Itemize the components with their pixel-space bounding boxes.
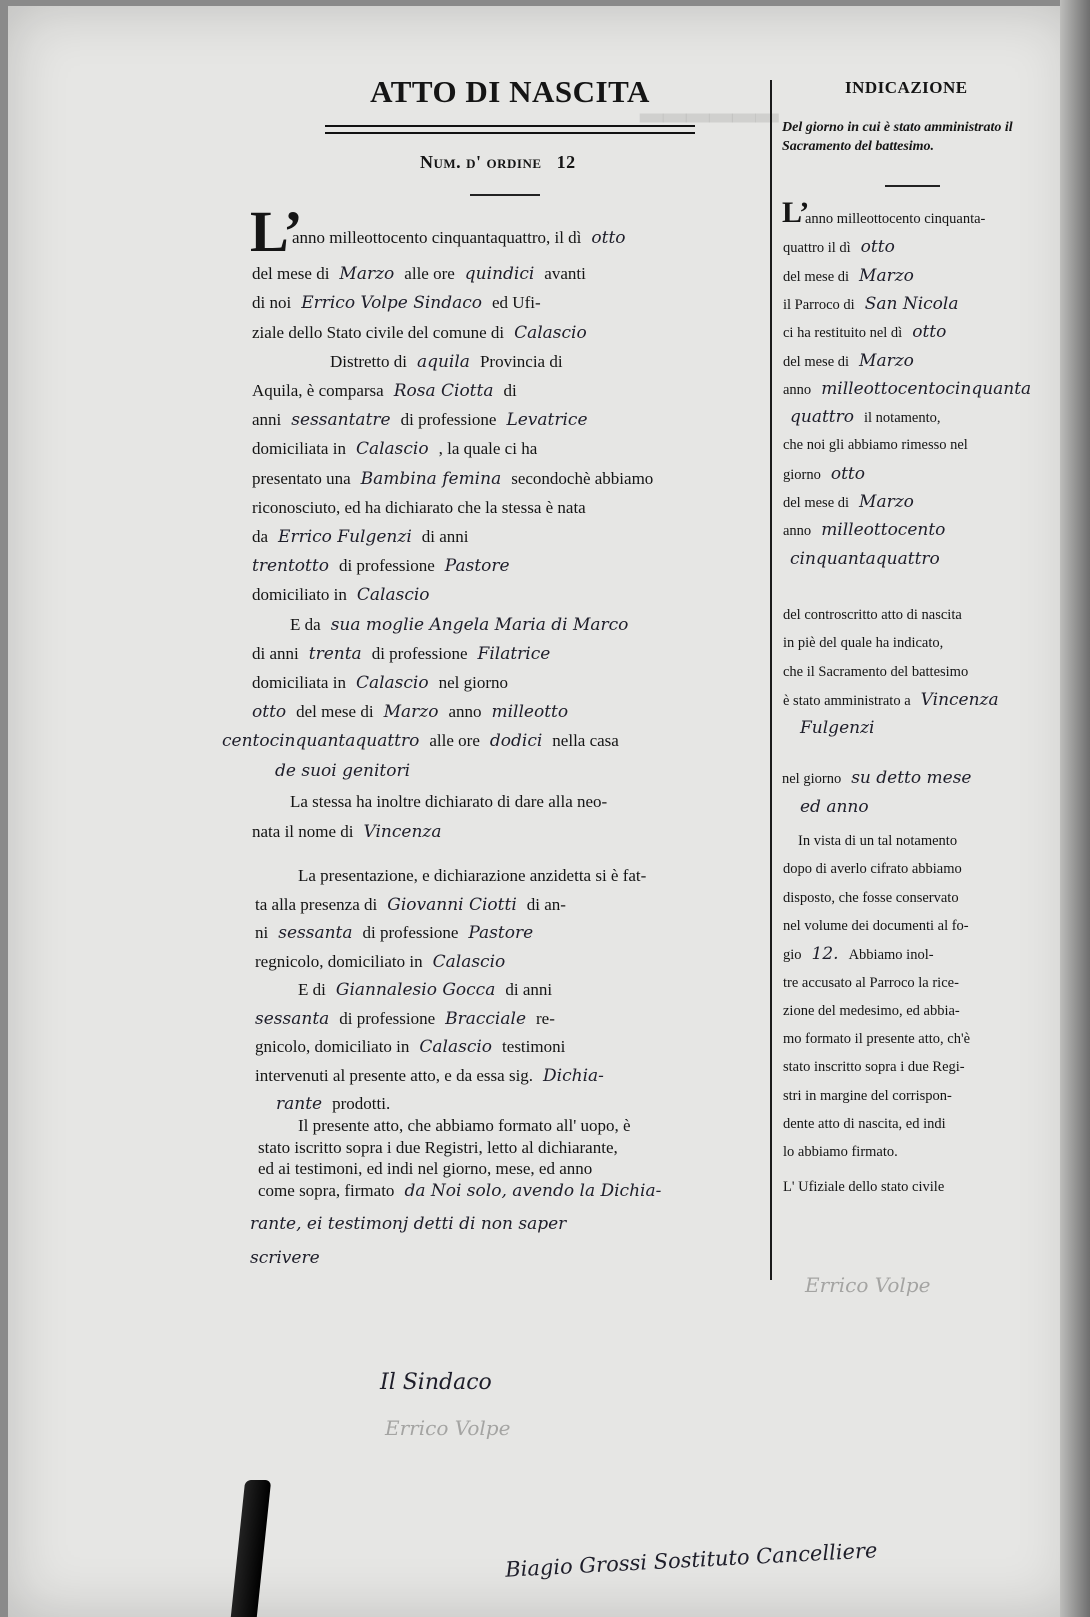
handwritten-entry: Fulgenzi [800, 718, 875, 739]
printed-text: zione del medesimo, ed abbia- [783, 1002, 960, 1019]
record-line [222, 731, 629, 751]
handwritten-entry: Marzo [339, 264, 395, 285]
handwritten-entry: Marzo [859, 265, 914, 286]
handwritten-entry: su detto mese [851, 768, 972, 789]
bottom-signature: Biagio Grossi Sostituto Cancelliere [504, 1538, 878, 1582]
printed-text: di professione [400, 410, 497, 430]
printed-text: domiciliato in [252, 585, 347, 605]
printed-text: domiciliata in [252, 439, 346, 459]
handwritten-entry: centocinquantaquattro [222, 731, 420, 752]
printed-text: ziale dello Stato civile del comune di [252, 322, 505, 342]
handwritten-entry: Giovanni Ciotti [387, 894, 517, 915]
sidebar-line [783, 323, 956, 342]
printed-text: nel giorno [782, 771, 842, 788]
printed-text: gnicolo, domiciliato in [255, 1037, 410, 1056]
witness-line [298, 866, 656, 886]
printed-text: ta alla presenza di [255, 894, 378, 914]
sidebar-line [800, 719, 884, 738]
record-line [290, 615, 638, 635]
closing-line [298, 1116, 641, 1136]
handwritten-entry: de suoi genitori [275, 760, 411, 781]
handwritten-entry: sua moglie Angela Maria di Marco [330, 614, 629, 635]
sidebar-line [783, 1030, 980, 1048]
printed-text: In vista di un tal notamento [798, 833, 958, 849]
printed-text: anno milleottocento cinquantaquattro, il dì [292, 228, 582, 247]
printed-text: nel giorno [438, 673, 508, 692]
handwritten-entry: otto [252, 702, 287, 723]
printed-text: Aquila, è comparsa [252, 381, 384, 400]
closing-line [250, 1248, 330, 1268]
printed-text: anno milleottocento cinquanta- [805, 211, 986, 227]
printed-text: di [503, 381, 517, 400]
order-number-value: 12 [556, 152, 576, 172]
witness-line [255, 1037, 575, 1057]
printed-text: disposto, che fosse conservato [783, 889, 959, 906]
sidebar-line [800, 798, 879, 817]
printed-text: anni [252, 410, 282, 430]
printed-text: ed ai testimoni, ed indi nel giorno, mese, ed anno [258, 1159, 593, 1178]
sidebar-line [782, 769, 982, 788]
handwritten-entry: otto [591, 228, 626, 248]
record-line [252, 585, 440, 605]
document-title: ATTO DI NASCITA [370, 74, 650, 109]
handwritten-entry: Calascio [419, 1037, 493, 1057]
sidebar-line [783, 1087, 962, 1105]
title-double-rule [325, 125, 695, 134]
printed-text: di professione [339, 1008, 436, 1028]
handwritten-entry: trenta [308, 643, 362, 664]
sidebar-line [783, 295, 968, 314]
handwritten-entry: otto [912, 322, 947, 343]
printed-text: quattro il dì [783, 240, 851, 257]
handwritten-entry: Errico Fulgenzi [278, 527, 412, 547]
printed-text: Abbiamo inol- [848, 947, 934, 964]
record-line [252, 469, 663, 489]
witness-line [255, 923, 543, 943]
handwritten-entry: sessantatre [291, 410, 391, 431]
sidebar-line [783, 1143, 908, 1161]
printed-text: nata il nome di [252, 822, 354, 841]
handwritten-entry: trentotto [252, 556, 329, 577]
sidebar-line [783, 663, 978, 681]
printed-text: di professione [371, 643, 468, 663]
handwritten-entry: Calascio [432, 951, 506, 972]
handwritten-entry: Rosa Ciotta [393, 381, 494, 401]
handwritten-entry: Calascio [355, 673, 429, 693]
handwritten-entry: Marzo [859, 492, 914, 512]
printed-text: che noi gli abbiamo rimesso nel [783, 437, 968, 454]
handwritten-entry: Bambina femina [360, 468, 502, 489]
printed-text: tre accusato al Parroco la rice- [783, 974, 959, 991]
handwritten-entry: Pastore [444, 556, 510, 577]
handwritten-entry: rante [276, 1094, 323, 1114]
record-line [252, 556, 520, 576]
handwritten-entry: da Noi solo, avendo la Dichia- [404, 1180, 662, 1201]
printed-text: regnicolo, domiciliato in [255, 951, 423, 971]
handwritten-entry: quindici [464, 264, 535, 285]
handwritten-entry: Vincenza [363, 822, 442, 842]
handwritten-entry: Giannalesio Gocca [335, 980, 496, 1000]
record-line [252, 293, 551, 313]
witness-line [255, 895, 576, 915]
printed-text: anno [783, 381, 812, 398]
handwritten-entry: Filatrice [477, 643, 551, 664]
handwritten-entry: scrivere [250, 1247, 320, 1268]
number-rule [470, 194, 540, 196]
sidebar-line [783, 436, 978, 454]
record-line [290, 792, 617, 812]
record-line [252, 439, 547, 459]
printed-text: di professione [338, 556, 435, 576]
sidebar-line [783, 860, 972, 878]
handwritten-entry: otto [860, 237, 895, 258]
printed-text: di an- [526, 894, 566, 914]
printed-text: La presentazione, e dichiarazione anzidetta si è fat- [298, 866, 647, 885]
handwritten-entry: milleottocentocinquanta [821, 378, 1032, 399]
handwritten-entry: milleotto [491, 702, 569, 723]
handwritten-entry: milleottocento [821, 520, 946, 541]
handwritten-entry: Calascio [514, 322, 587, 343]
printed-text: di anni [421, 527, 469, 546]
sidebar-line [783, 1002, 970, 1020]
closing-line [258, 1181, 671, 1201]
printed-text: di anni [252, 643, 299, 663]
handwritten-entry: sessanta [278, 923, 353, 943]
sidebar-signature: Errico Volpe [805, 1273, 931, 1297]
sidebar-line [783, 238, 905, 257]
sidebar-line [783, 465, 875, 484]
printed-text: del mese di [252, 264, 330, 284]
record-line [275, 761, 420, 781]
record-line [252, 822, 452, 842]
record-line [252, 264, 596, 284]
printed-text: ni [255, 923, 269, 942]
witness-line [255, 952, 515, 972]
printed-text: anno [783, 523, 812, 540]
printed-text: L' Ufiziale dello stato civile [783, 1178, 945, 1195]
printed-text: è stato amministrato a [783, 692, 911, 709]
printed-text: che il Sacramento del battesimo [783, 663, 969, 680]
printed-text: di noi [252, 293, 292, 313]
record-line [252, 673, 518, 693]
handwritten-entry: Vincenza [920, 689, 999, 710]
record-line [252, 702, 578, 722]
printed-text: lo abbiamo firmato. [783, 1144, 898, 1161]
printed-text: domiciliata in [252, 673, 346, 692]
printed-text: testimoni [502, 1037, 566, 1056]
printed-text: dopo di averlo cifrato abbiamo [783, 861, 962, 878]
record-line [252, 381, 527, 401]
sidebar-title: INDICAZIONE [845, 78, 968, 97]
record-line [252, 644, 560, 664]
printed-text: Distretto di [330, 351, 407, 371]
sidebar-subtitle: Del giorno in cui è stato amministrato il Sacramento del battesimo. [782, 120, 1013, 154]
sidebar-line [783, 889, 969, 907]
page-fold-shadow [1060, 0, 1090, 1617]
printed-text: giorno [783, 466, 821, 483]
handwritten-entry: rante, ei testimonj detti di non saper [250, 1214, 567, 1234]
printed-text: intervenuti al presente atto, e da essa sig. [255, 1065, 534, 1085]
sidebar-line [798, 832, 967, 850]
handwritten-entry: quattro [790, 407, 854, 428]
sidebar-line [790, 408, 951, 427]
printed-text: del controscritto atto di nascita [783, 606, 962, 623]
sidebar-line [783, 945, 944, 964]
handwritten-entry: ed anno [800, 796, 869, 817]
printed-text: del mese di [783, 353, 850, 370]
record-line [252, 498, 596, 518]
closing-line [258, 1159, 602, 1179]
printed-text: E di [298, 980, 326, 999]
sidebar-drop-cap-l: L’ [782, 196, 810, 229]
printed-text: mo formato il presente atto, ch'è [783, 1031, 971, 1048]
handwritten-entry: Marzo [383, 702, 439, 723]
printed-text: alle ore [404, 264, 455, 284]
printed-text: gio [783, 947, 802, 964]
sidebar-line [783, 1115, 956, 1133]
drop-cap-l: L’ [250, 199, 303, 264]
printed-text: del mese di [783, 495, 850, 511]
handwritten-entry: otto [830, 463, 865, 484]
sidebar-line [783, 917, 979, 935]
sindaco-signature-title: Il Sindaco [380, 1370, 492, 1395]
printed-text: del mese di [783, 268, 850, 285]
order-number-label [420, 152, 576, 173]
sidebar-rule [885, 185, 940, 187]
sidebar-line [783, 1178, 954, 1196]
handwritten-entry: Calascio [355, 439, 429, 460]
record-line [252, 323, 597, 343]
printed-text: in piè del quale ha indicato, [783, 635, 944, 652]
order-number-text: Num. d' ordine [420, 152, 542, 172]
printed-text: presentato una [252, 468, 351, 488]
printed-text: riconosciuto, ed ha dichiarato che la stessa è nata [252, 497, 586, 517]
printed-text: prodotti. [332, 1094, 391, 1113]
printed-text: stato iscritto sopra i due Registri, letto al dichiarante, [258, 1137, 618, 1157]
witness-line [255, 1066, 614, 1086]
sidebar-line [783, 352, 924, 371]
handwritten-entry: Calascio [356, 585, 430, 606]
handwritten-entry: dodici [489, 731, 543, 752]
sindaco-signature-name: Errico Volpe [385, 1416, 511, 1440]
sidebar-line [783, 691, 1009, 710]
closing-line [250, 1214, 576, 1234]
printed-text: il Parroco di [783, 296, 855, 313]
printed-text: il notamento, [864, 410, 941, 427]
printed-text: Il presente atto, che abbiamo formato all' uopo, è [298, 1116, 631, 1135]
printed-text: come sopra, firmato [258, 1180, 395, 1200]
handwritten-entry: 12. [811, 944, 839, 965]
printed-text: anno [448, 702, 482, 722]
printed-text: La stessa ha inoltre dichiarato di dare alla neo- [290, 791, 608, 811]
sidebar-line [783, 267, 924, 286]
handwritten-entry: Dichia- [543, 1065, 604, 1086]
printed-text: re- [536, 1008, 555, 1028]
printed-text: secondochè abbiamo [511, 468, 654, 488]
printed-text: Provincia di [479, 351, 563, 371]
printed-text: stato inscritto sopra i due Regi- [783, 1059, 965, 1076]
printed-text: del mese di [296, 702, 374, 722]
handwritten-entry: San Nicola [864, 293, 959, 314]
witness-line [298, 980, 562, 1000]
handwritten-entry: Levatrice [506, 410, 588, 431]
printed-text: nel volume dei documenti al fo- [783, 917, 969, 934]
sidebar-line [783, 380, 1041, 399]
witness-line [276, 1094, 400, 1114]
column-divider [770, 80, 772, 1280]
handwritten-entry: Pastore [468, 923, 534, 943]
witness-line [255, 1009, 565, 1029]
printed-text: , la quale ci ha [438, 439, 538, 459]
sidebar-line [783, 521, 955, 540]
sidebar-line [783, 634, 953, 652]
sidebar-line [783, 1058, 975, 1076]
printed-text: di professione [362, 923, 459, 942]
sidebar-line [790, 550, 950, 569]
record-line [330, 352, 573, 372]
sidebar-line [805, 210, 995, 228]
printed-text: ci ha restituito nel dì [783, 325, 903, 342]
record-line [252, 410, 598, 430]
handwritten-entry: cinquantaquattro [790, 548, 940, 569]
printed-text: dente atto di nascita, ed indi [783, 1116, 946, 1132]
closing-line [258, 1138, 628, 1158]
handwritten-entry: aquila [416, 351, 470, 372]
printed-text: di anni [505, 980, 553, 999]
printed-text: E da [290, 614, 321, 634]
record-line [252, 527, 479, 547]
sidebar-line [783, 606, 972, 624]
sidebar-line [783, 974, 969, 992]
printed-text: alle ore [429, 731, 480, 751]
printed-text: avanti [544, 264, 586, 284]
printed-text: ed Ufi- [492, 293, 541, 313]
record-line [292, 228, 636, 248]
handwritten-entry: sessanta [255, 1008, 330, 1029]
printed-text: stri in margine del corrispon- [783, 1087, 952, 1104]
handwritten-entry: Bracciale [445, 1008, 527, 1029]
printed-text: nella casa [552, 731, 619, 751]
handwritten-entry: Marzo [859, 350, 914, 371]
sidebar-line [783, 493, 924, 512]
handwritten-entry: Errico Volpe Sindaco [301, 293, 483, 314]
printed-text: da [252, 527, 269, 546]
